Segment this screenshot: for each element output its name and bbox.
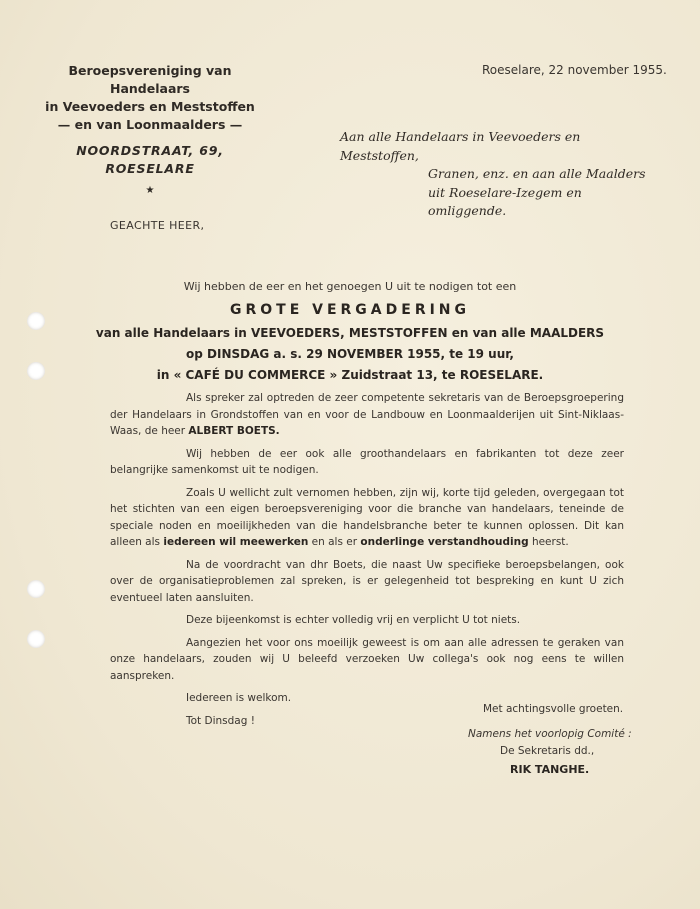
paragraph-see-you: Tot Dinsdag ! — [186, 714, 255, 727]
paragraph-text: en als er — [308, 536, 361, 548]
letter-body — [110, 390, 624, 735]
sender-address: NOORDSTRAAT, 69, ROESELARE — [76, 143, 224, 176]
paragraph-welcome: Iedereen is welkom. — [186, 692, 292, 704]
star-icon: ★ — [145, 185, 155, 196]
invitation-intro: Wij hebben de eer en het genoegen U uit te nodigen tot een — [183, 280, 517, 293]
paragraph-discussion: Na de voordracht van dhr Boets, die naast Uw specifieke beroepsbelangen, ook over de organisatieproblemen zal spreken, is er gelegenheid tot bespreking en kunt U zich eventueel laten aansluiten. — [110, 558, 624, 604]
sender-line-3: — en van Loonmaalders — — [57, 117, 243, 132]
signatory-name: RIK TANGHE. — [510, 763, 590, 776]
closing-greeting: Met achtingsvolle groeten. — [483, 703, 624, 715]
recipient-line-3: uit Roeselare-Izegem en omliggende. — [428, 184, 582, 218]
paragraph-text: Zoals U wellicht zult vernomen hebben, zijn wij, korte tijd geleden, overgegaan tot het stichten van een eigen beroepsvereniging voor die branche van handelaars, teneinde de speciale noden en moeilijkheden van die handelsbranche beter te kunnen oplossen. Dit kan alleen als — [110, 486, 624, 548]
speaker-name: ALBERT BOETS. — [188, 425, 280, 437]
recipient-line-2: Granen, enz. en aan alle Maalders — [428, 166, 646, 181]
meeting-audience: van alle Handelaars in VEEVOEDERS, MESTSTOFFEN en van alle MAALDERS — [95, 326, 605, 340]
closing-secretary: De Sekretaris dd., — [500, 745, 595, 757]
letter-date: Roeselare, 22 november 1955. — [482, 63, 667, 77]
recipient-line-1: Aan alle Handelaars in Veevoeders en Meststoffen, — [340, 129, 581, 163]
paragraph-colleagues: Aangezien het voor ons moeilijk geweest is om aan alle adressen te geraken van onze handelaars, zouden wij U beleefd verzoeken Uw collega's ook nog eens te willen aanspreken. — [110, 636, 624, 682]
paragraph-association — [110, 485, 624, 551]
sender-line-2: in Veevoeders en Meststoffen — [45, 99, 255, 114]
paragraph-text: Als spreker zal optreden de zeer competente sekretaris van de Beroepsgroepering der Handelaars in Grondstoffen van en voor de Landbouw en Loonmaalderijen uit Sint-Niklaas-Waas, de heer — [110, 392, 624, 437]
meeting-location: in « CAFÉ DU COMMERCE » Zuidstraat 13, te ROESELARE. — [156, 368, 544, 382]
recipient-block — [300, 128, 652, 221]
paragraph-free: Deze bijeenkomst is echter volledig vrij en verplicht U tot niets. — [186, 614, 521, 626]
emphasis-text: onderlinge verstandhouding — [360, 536, 529, 548]
closing-committee: Namens het voorlopig Comité : — [468, 728, 632, 740]
paragraph-speaker — [110, 390, 624, 440]
letterhead-sender — [30, 62, 270, 200]
paragraph-invite-wholesalers: Wij hebben de eer ook alle groothandelaars en fabrikanten tot deze zeer belangrijke samenkomst uit te nodigen. — [110, 447, 624, 476]
paragraph-text: heerst. — [528, 536, 569, 548]
meeting-title: GROTE VERGADERING — [229, 302, 471, 318]
meeting-datetime: op DINSDAG a. s. 29 NOVEMBER 1955, te 19 uur, — [186, 347, 514, 361]
salutation: GEACHTE HEER, — [110, 219, 205, 232]
sender-line-1: Beroepsvereniging van Handelaars — [68, 63, 232, 96]
punch-hole — [27, 630, 45, 648]
punch-hole — [27, 580, 45, 598]
emphasis-text: iedereen wil meewerken — [163, 536, 309, 548]
